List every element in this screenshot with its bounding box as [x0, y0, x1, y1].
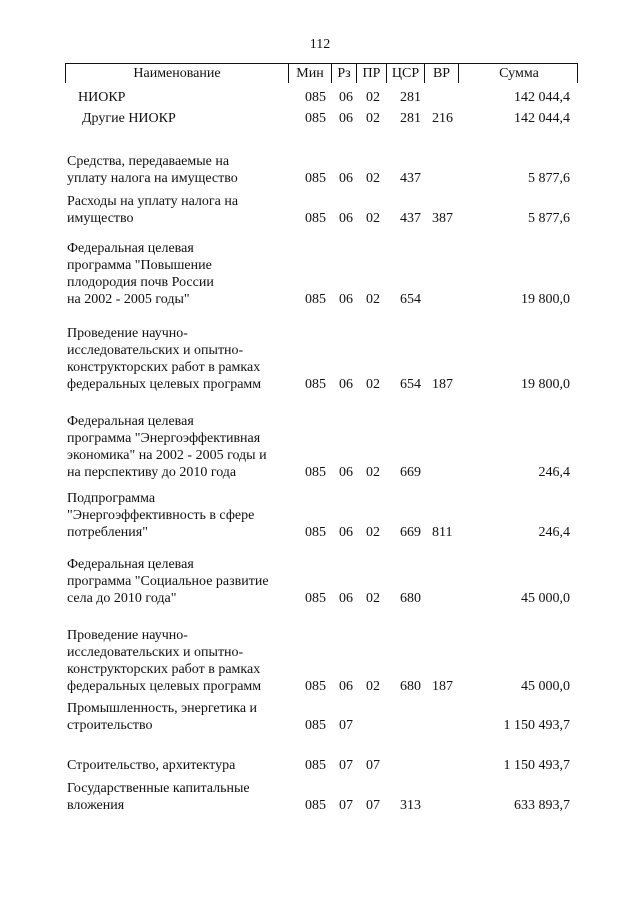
row-min: 085: [305, 111, 326, 126]
header-vr: ВР: [424, 64, 458, 83]
row-csr: 669: [400, 525, 421, 540]
row-sum: 45 000,0: [521, 591, 570, 606]
row-name: Федеральная целевая программа "Энергоэффективная экономика" на 2002 - 2005 годы и на перспективу до 2010 года: [67, 414, 267, 480]
row-vr: 216: [432, 111, 453, 126]
row-name: Строительство, архитектура: [67, 758, 236, 773]
row-sum: 142 044,4: [514, 90, 570, 105]
row-min: 085: [305, 377, 326, 392]
row-vr: 187: [432, 679, 453, 694]
row-name: Проведение научно- исследовательских и опытно- конструкторских работ в рамках федеральных целевых программ: [67, 326, 262, 392]
row-min: 085: [305, 211, 326, 226]
row-name: Другие НИОКР: [82, 111, 176, 126]
row-rz: 06: [339, 465, 353, 480]
row-pr: 02: [366, 525, 380, 540]
row-pr: 02: [366, 211, 380, 226]
row-pr: 07: [366, 758, 380, 773]
row-min: 085: [305, 465, 326, 480]
row-min: 085: [305, 525, 326, 540]
row-min: 085: [305, 90, 326, 105]
row-rz: 06: [339, 525, 353, 540]
row-pr: 02: [366, 377, 380, 392]
row-name: Федеральная целевая программа "Повышение плодородия почв России на 2002 - 2005 годы": [67, 241, 214, 307]
row-sum: 1 150 493,7: [503, 718, 570, 733]
row-rz: 07: [339, 798, 353, 813]
row-pr: 07: [366, 798, 380, 813]
row-rz: 06: [339, 211, 353, 226]
row-min: 085: [305, 679, 326, 694]
row-pr: 02: [366, 591, 380, 606]
row-min: 085: [305, 718, 326, 733]
row-name: Промышленность, энергетика и строительство: [67, 701, 258, 733]
row-csr: 680: [400, 591, 421, 606]
row-vr: 811: [432, 525, 453, 540]
row-name: Федеральная целевая программа "Социальное развитие села до 2010 года": [67, 557, 269, 606]
header-csr: ЦСР: [386, 64, 424, 83]
row-csr: 313: [400, 798, 421, 813]
row-min: 085: [305, 591, 326, 606]
row-rz: 07: [339, 758, 353, 773]
row-name: Средства, передаваемые на уплату налога на имущество: [67, 154, 238, 186]
row-sum: 633 893,7: [514, 798, 570, 813]
row-pr: 02: [366, 111, 380, 126]
row-name: Проведение научно- исследовательских и опытно- конструкторских работ в рамках федеральных целевых программ: [67, 628, 262, 694]
row-csr: 669: [400, 465, 421, 480]
row-pr: 02: [366, 292, 380, 307]
row-name: Государственные капитальные вложения: [67, 781, 250, 813]
row-name: Расходы на уплату налога на имущество: [67, 194, 239, 226]
header-min: Мин: [288, 64, 331, 83]
row-sum: 5 877,6: [528, 211, 570, 226]
row-pr: 02: [366, 679, 380, 694]
row-min: 085: [305, 798, 326, 813]
row-sum: 19 800,0: [521, 292, 570, 307]
row-vr: 387: [432, 211, 453, 226]
header-rz: Рз: [331, 64, 356, 83]
header-name: Наименование: [133, 66, 221, 81]
table-header: [65, 63, 578, 83]
row-name: Подпрограмма "Энергоэффективность в сфере потребления": [67, 491, 255, 540]
row-min: 085: [305, 292, 326, 307]
row-vr: 187: [432, 377, 453, 392]
row-rz: 06: [339, 111, 353, 126]
row-csr: 680: [400, 679, 421, 694]
row-sum: 246,4: [538, 465, 570, 480]
row-rz: 06: [339, 679, 353, 694]
row-rz: 06: [339, 377, 353, 392]
row-rz: 06: [339, 90, 353, 105]
row-pr: 02: [366, 90, 380, 105]
row-min: 085: [305, 758, 326, 773]
row-min: 085: [305, 171, 326, 186]
row-rz: 06: [339, 292, 353, 307]
row-rz: 06: [339, 171, 353, 186]
row-pr: 02: [366, 465, 380, 480]
row-csr: 654: [400, 377, 421, 392]
row-csr: 281: [400, 111, 421, 126]
row-rz: 07: [339, 718, 353, 733]
row-sum: 142 044,4: [514, 111, 570, 126]
header-pr: ПР: [356, 64, 386, 83]
row-name: НИОКР: [78, 90, 126, 105]
row-sum: 19 800,0: [521, 377, 570, 392]
row-sum: 45 000,0: [521, 679, 570, 694]
row-csr: 437: [400, 171, 421, 186]
row-csr: 281: [400, 90, 421, 105]
page-number: 112: [309, 37, 331, 52]
row-csr: 654: [400, 292, 421, 307]
header-sum: Сумма: [458, 64, 579, 83]
row-pr: 02: [366, 171, 380, 186]
row-csr: 437: [400, 211, 421, 226]
row-rz: 06: [339, 591, 353, 606]
row-sum: 5 877,6: [528, 171, 570, 186]
row-sum: 246,4: [538, 525, 570, 540]
row-sum: 1 150 493,7: [503, 758, 570, 773]
